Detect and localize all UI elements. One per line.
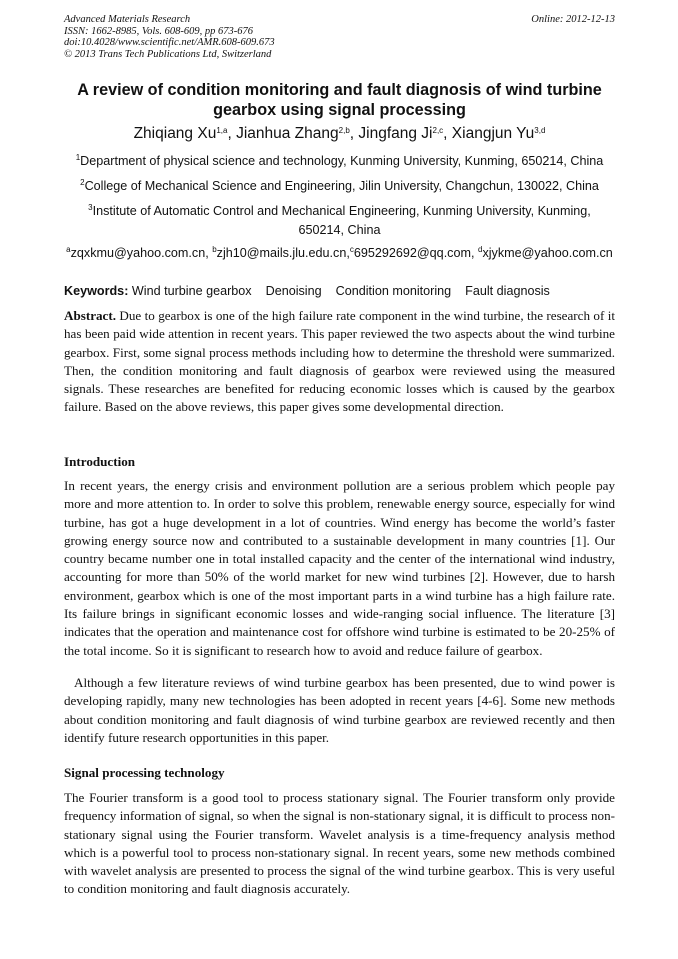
author-name: Jianhua Zhang xyxy=(236,125,339,142)
email: 695292692@qq.com, xyxy=(353,246,478,260)
email-list xyxy=(64,244,615,263)
email-sup: c xyxy=(349,245,354,254)
keywords-line xyxy=(64,284,564,298)
abstract xyxy=(64,307,615,417)
author-name: Zhiqiang Xu xyxy=(133,125,217,142)
affiliation-text: Institute of Automatic Control and Mechanical Engineering, Kunming University, Kunming, 650214, China xyxy=(92,204,591,237)
intro-paragraph-2: Although a few literature reviews of wind turbine gearbox has been presented, due to wind power is developing rapidly, many new technologies has been adopted in recent years [4-6]. Some new methods about condition monitoring and fault diagnosis of wind turbine gearbox are reviewed recently and then identify future research opportunities in this paper. xyxy=(64,675,615,745)
email: zqxkmu@yahoo.com.cn, xyxy=(70,246,213,260)
online-date: Online: 2012-12-13 xyxy=(531,14,615,25)
email: xjykme@yahoo.com.cn xyxy=(482,246,613,260)
author-separator: , xyxy=(443,125,452,142)
abstract-label: Abstract. xyxy=(64,308,116,323)
keyword: Wind turbine gearbox xyxy=(131,284,252,298)
email-sup: a xyxy=(66,245,71,254)
author-separator: , xyxy=(349,125,359,142)
email-sup: d xyxy=(477,245,483,254)
affiliation-2 xyxy=(64,177,615,196)
author-name: Jingfang Ji xyxy=(358,125,433,142)
keyword: Fault diagnosis xyxy=(465,284,550,298)
paper-title: A review of condition monitoring and fault diagnosis of wind turbine gearbox using signal processing xyxy=(77,81,602,119)
author-sup: 1,a xyxy=(216,126,228,135)
section-heading-signal-processing: Signal processing technology xyxy=(64,765,225,780)
copyright-line: © 2013 Trans Tech Publications Ltd, Switzerland xyxy=(64,48,272,60)
author-separator: , xyxy=(227,125,237,142)
author-sup: 2,c xyxy=(432,126,444,135)
affiliation-sup: 2 xyxy=(80,178,85,187)
email-sup: b xyxy=(212,245,217,254)
section-heading-introduction: Introduction xyxy=(64,454,136,469)
affiliation-sup: 1 xyxy=(75,153,81,162)
journal-header xyxy=(64,14,615,60)
affiliation-text: Department of physical science and technology, Kunming University, Kunming, 650214, China xyxy=(80,154,604,168)
email: zjh10@mails.jlu.edu.cn, xyxy=(216,246,350,260)
keyword: Denoising xyxy=(265,284,322,298)
author-list xyxy=(64,124,615,144)
keyword: Condition monitoring xyxy=(335,284,452,298)
intro-paragraph-1: In recent years, the energy crisis and environment pollution are a serious problem which people pay more and more attention to. In order to solve this problem, renewable energy source, especially for wind turbine, has got a huge development in a lot of countries. Wind energy has become the world’s faster growing energy source now and contributed to a sustainable development in many countries [1]. Our country became number one in total installed capacity and the center of the international wind industry, accounting for more than 50% of the world market for new wind turbines [2]. However, due to harsh environment, gearbox which is one of the most important parts in a wind turbine has a high failure rate. Its failure brings in significant economic losses and wide-ranging social influence. The literature [3] indicates that the operation and maintenance cost for offshore wind turbine is estimated to be 20-25% of the total income. So it is significant to research how to avoid and reduce failure of gearbox. xyxy=(64,478,615,658)
abstract-text: Due to gearbox is one of the high failure rate component in the wind turbine, the research of it has been paid wide attention in recent years. This paper reviewed the two aspects about the wind turbine gearbox. First, some signal process methods including how to determine the threshold were summarized. Then, the condition monitoring and fault diagnosis of gearbox were reviewed using the measured signals. These researches are benefited for reducing economic losses which is caused by the gearbox failure. Based on the above reviews, this paper gives some developmental direction. xyxy=(64,308,615,415)
author-sup: 2,b xyxy=(338,126,350,135)
issn-line: ISSN: 1662-8985, Vols. 608-609, pp 673-676 xyxy=(64,25,253,37)
journal-name: Advanced Materials Research xyxy=(64,14,191,25)
affiliation-3 xyxy=(64,202,615,240)
affiliation-sup: 3 xyxy=(88,203,93,212)
affiliation-1 xyxy=(64,152,615,171)
affiliation-text: College of Mechanical Science and Engineering, Jilin University, Changchun, 130022, China xyxy=(84,179,599,193)
keywords-label: Keywords: xyxy=(64,284,129,298)
author-sup: 3,d xyxy=(534,126,546,135)
author-name: Xiangjun Yu xyxy=(451,125,535,142)
signal-processing-paragraph: The Fourier transform is a good tool to process stationary signal. The Fourier transform only provide frequency information of signal, so when the signal is non-stationary signal, it is difficult to process non-stationary signal using the Fourier transform. Wavelet analysis is a time-frequency analysis method which is a powerful tool to process non-stationary signal. In recent years, some new methods combined with wavelet analysis are presented to process the signal of the wind turbine gearbox. This is very useful to condition monitoring and fault diagnosis accurately. xyxy=(64,790,615,897)
doi-line: doi:10.4028/www.scientific.net/AMR.608-609.673 xyxy=(64,37,275,49)
